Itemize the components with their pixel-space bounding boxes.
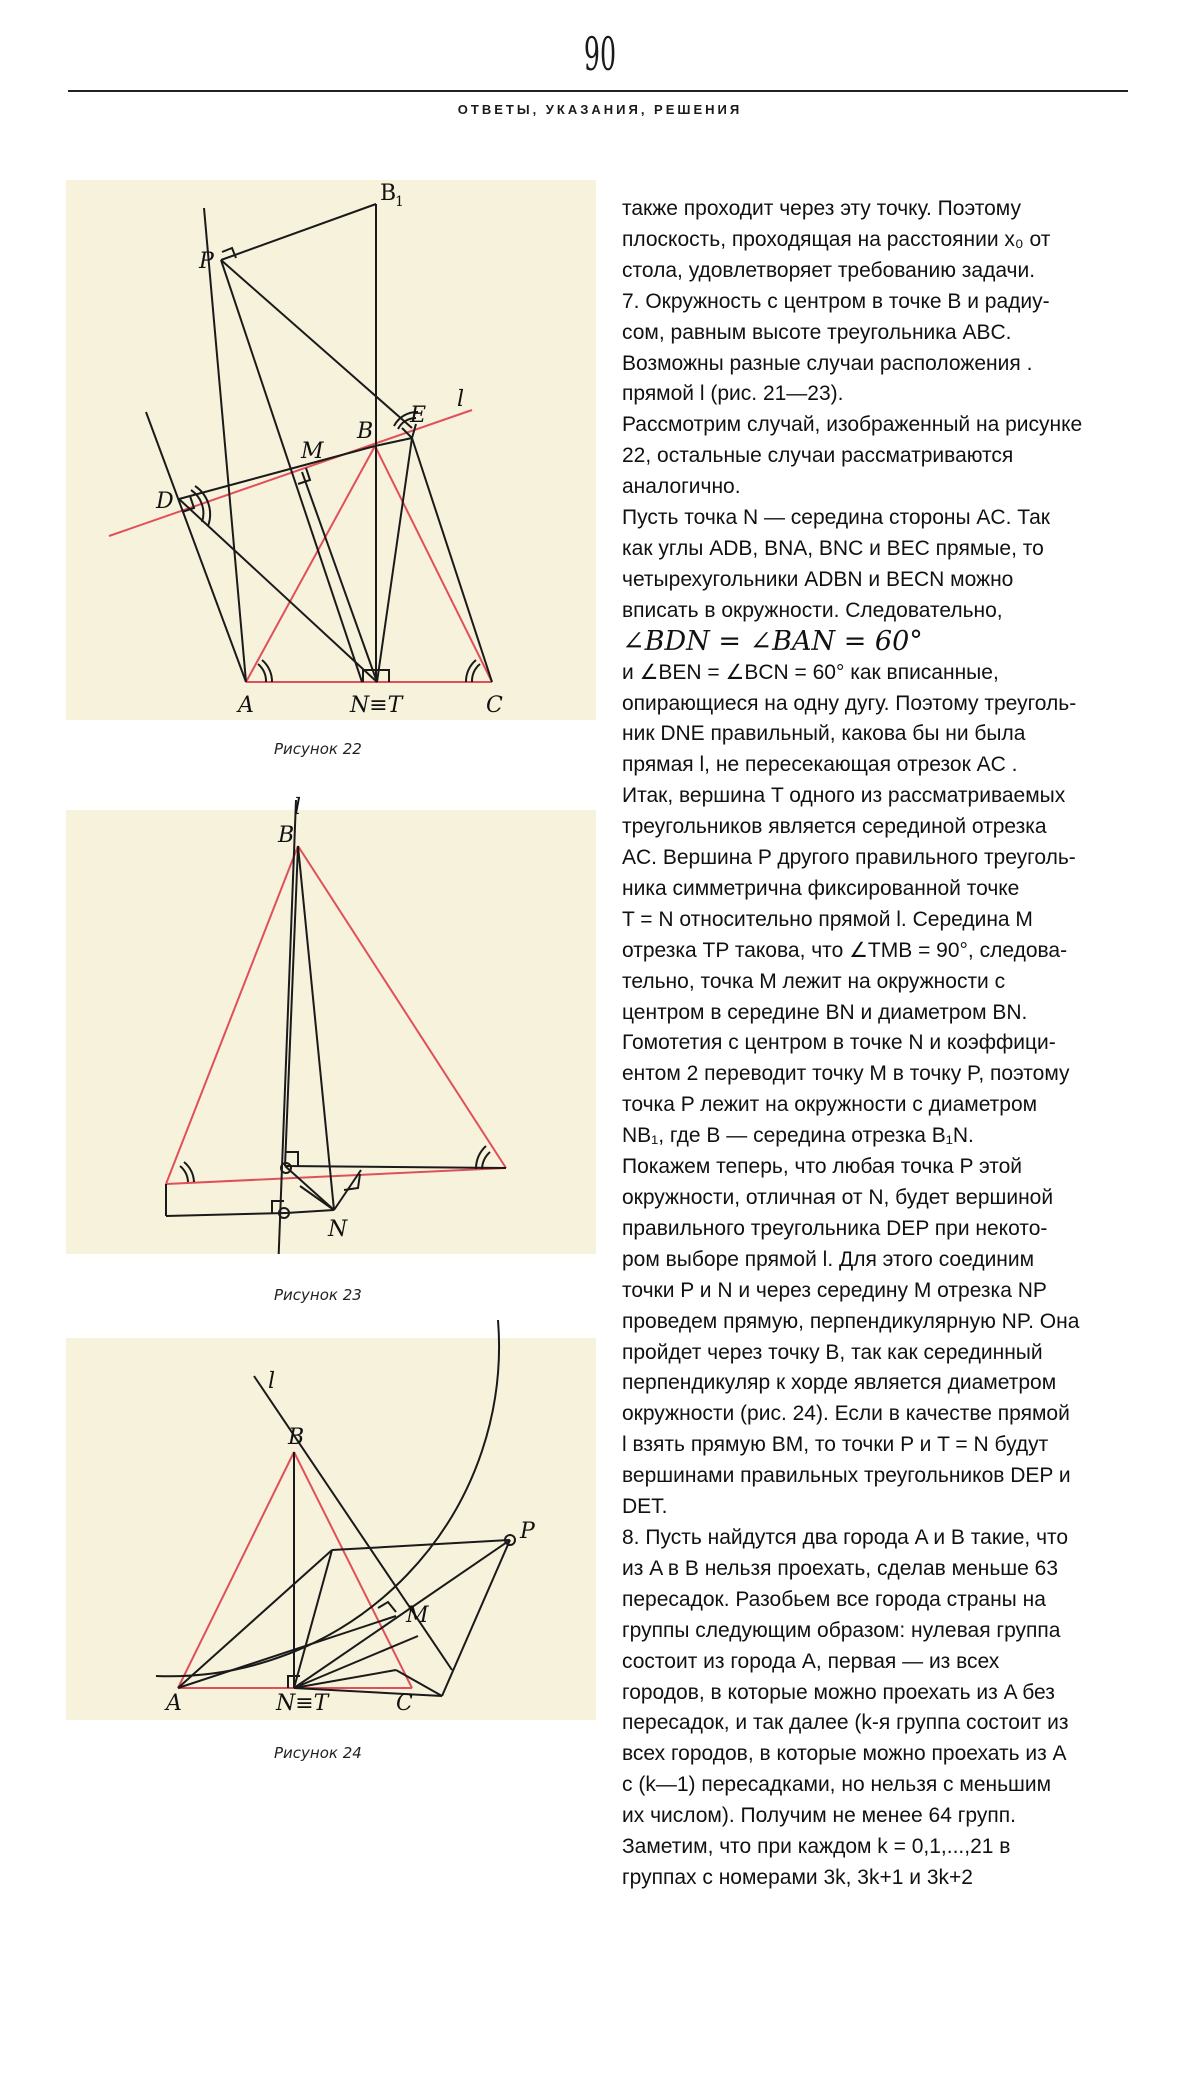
figure-22-diagram [66, 172, 596, 720]
label-e: E [410, 403, 427, 428]
text-line: перпендикуляр к хорде является диаметром [622, 1371, 1057, 1395]
running-head: ОТВЕТЫ, УКАЗАНИЯ, РЕШЕНИЯ [457, 102, 743, 117]
label-n-t: N≡T [350, 693, 403, 718]
text-line: T = N относительно прямой l. Середина M [622, 907, 1033, 931]
text-line: Итак, вершина T одного из рассматриваемых [622, 784, 1066, 808]
text-line: ник DNE правильный, какова бы ни была [622, 722, 1026, 746]
text-line: Возможны разные случаи расположения . [622, 351, 1033, 375]
label-l: l [457, 387, 465, 412]
text-line: прямой l (рис. 21—23). [622, 382, 844, 406]
figure-24 [66, 1320, 596, 1720]
text-line: прямая l, не пересекающая отрезок AC . [622, 753, 1018, 777]
solution-text [622, 194, 1142, 1894]
label-d: D [156, 489, 174, 514]
caption-figure-24: Рисунок 24 [274, 1744, 362, 1762]
text-line: из A в B нельзя проехать, сделав меньше 63 [622, 1556, 1059, 1580]
label-b1-sub: 1 [395, 194, 404, 210]
label-p: P [199, 249, 214, 274]
text-line: опирающиеся на одну дугу. Поэтому треуголь- [622, 691, 1077, 715]
text-line: 22, остальные случаи рассматриваются [622, 444, 1014, 468]
label-p: P [520, 1519, 535, 1544]
figure-22 [66, 172, 596, 720]
text-line: и ∠BEN = ∠BCN = 60° как вписанные, [622, 660, 999, 684]
text-line: как углы ADB, BNA, BNC и BEC прямые, то [622, 536, 1044, 560]
text-line: сом, равным высоте треугольника ABC. [622, 320, 1012, 344]
label-l: l [294, 795, 302, 820]
label-m: M [406, 1603, 429, 1628]
text-line: ром выборе прямой l. Для этого соединим [622, 1247, 1035, 1271]
header-rule [68, 90, 1128, 92]
text-line: также проходит через эту точку. Поэтому [622, 197, 1021, 220]
text-line: Рассмотрим случай, изображенный на рисунке [622, 413, 1083, 437]
figure-23 [66, 786, 596, 1254]
text-line: Пусть точка N — середина стороны AC. Так [622, 506, 1050, 530]
caption-figure-22: Рисунок 22 [274, 740, 362, 758]
text-line: точка P лежит на окружности с диаметром [622, 1093, 1038, 1117]
text-line: вершинами правильных треугольников DEP и [622, 1464, 1071, 1488]
text-line: пересадок. Разобьем все города страны на [622, 1587, 1046, 1611]
text-line: с (k—1) пересадками, но нельзя с меньшим [622, 1773, 1052, 1797]
label-b: B [357, 419, 374, 444]
text-line: аналогично. [622, 475, 741, 499]
text-line: DET. [622, 1495, 668, 1519]
text-line: 7. Окружность с центром в точке B и радиу- [622, 289, 1050, 313]
label-n-t: N≡T [276, 1691, 329, 1716]
text-line: четырехугольники ADBN и BECN можно [622, 567, 1014, 591]
text-line: треугольников является серединой отрезка [622, 815, 1047, 839]
text-line: отрезка TP такова, что ∠TMB = 90°, следова- [622, 938, 1068, 962]
text-line: их числом). Получим не менее 64 групп. [622, 1804, 1016, 1828]
page-number: 90 [583, 27, 617, 81]
text-line: проведем прямую, перпендикулярную NP. Она [622, 1309, 1080, 1333]
text-line: стола, удовлетворяет требованию задачи. [622, 258, 1036, 282]
text-line: группах с номерами 3k, 3k+1 и 3k+2 [622, 1865, 973, 1889]
label-b: B [278, 823, 295, 848]
text-line: группы следующим образом: нулевая группа [622, 1618, 1061, 1642]
text-line: NB₁, где B — середина отрезка B₁N. [622, 1124, 974, 1148]
text-line: пройдет через точку B, так как серединный [622, 1340, 1043, 1364]
text-line: плоскость, проходящая на расстоянии x₀ от [622, 227, 1051, 251]
figure-24-diagram [66, 1320, 596, 1720]
label-c: C [396, 1691, 413, 1716]
label-b1: B [380, 181, 397, 206]
text-line: окружности (рис. 24). Если в качестве прямой [622, 1402, 1070, 1426]
text-line: окружности, отличная от N, будет вершиной [622, 1186, 1054, 1209]
text-line: правильного треугольника DEP при некото- [622, 1216, 1048, 1240]
figure-23-diagram [66, 786, 596, 1254]
text-line: всех городов, в которые можно проехать из A [622, 1742, 1067, 1766]
text-line: вписать в окружности. Следовательно, [622, 598, 1003, 622]
label-c: C [486, 693, 503, 718]
text-line: ∠BDN = ∠BAN = 60° [622, 625, 923, 657]
caption-figure-23: Рисунок 23 [274, 1286, 362, 1304]
label-m: M [301, 439, 324, 464]
text-line: пересадок, и так далее (k-я группа состоит из [622, 1711, 1069, 1735]
label-l: l [268, 1369, 276, 1394]
label-n: N [328, 1217, 348, 1242]
label-b: B [288, 1425, 305, 1450]
text-line: Заметим, что при каждом k = 0,1,...,21 в [622, 1835, 1011, 1859]
text-line: AC. Вершина P другого правильного треуголь- [622, 846, 1076, 870]
label-a: A [238, 693, 254, 718]
text-line: Покажем теперь, что любая точка P этой [622, 1155, 1022, 1179]
text-line: Гомотетия с центром в точке N и коэффици- [622, 1031, 1056, 1055]
text-line: состоит из города A, первая — из всех [622, 1649, 1000, 1673]
label-a: A [166, 1691, 182, 1716]
text-line: l взять прямую BM, то точки P и T = N будут [622, 1433, 1049, 1457]
text-line: городов, в которые можно проехать из A без [622, 1680, 1055, 1704]
text-line: 8. Пусть найдутся два города A и B такие, что [622, 1525, 1069, 1549]
text-line: ника симметрична фиксированной точке [622, 876, 1020, 900]
text-line: тельно, точка M лежит на окружности с [622, 969, 1006, 993]
text-line: центром в середине BN и диаметром BN. [622, 1000, 1028, 1024]
text-line: ентом 2 переводит точку M в точку P, поэтому [622, 1062, 1070, 1086]
text-line: точки P и N и через середину M отрезка NP [622, 1278, 1047, 1302]
